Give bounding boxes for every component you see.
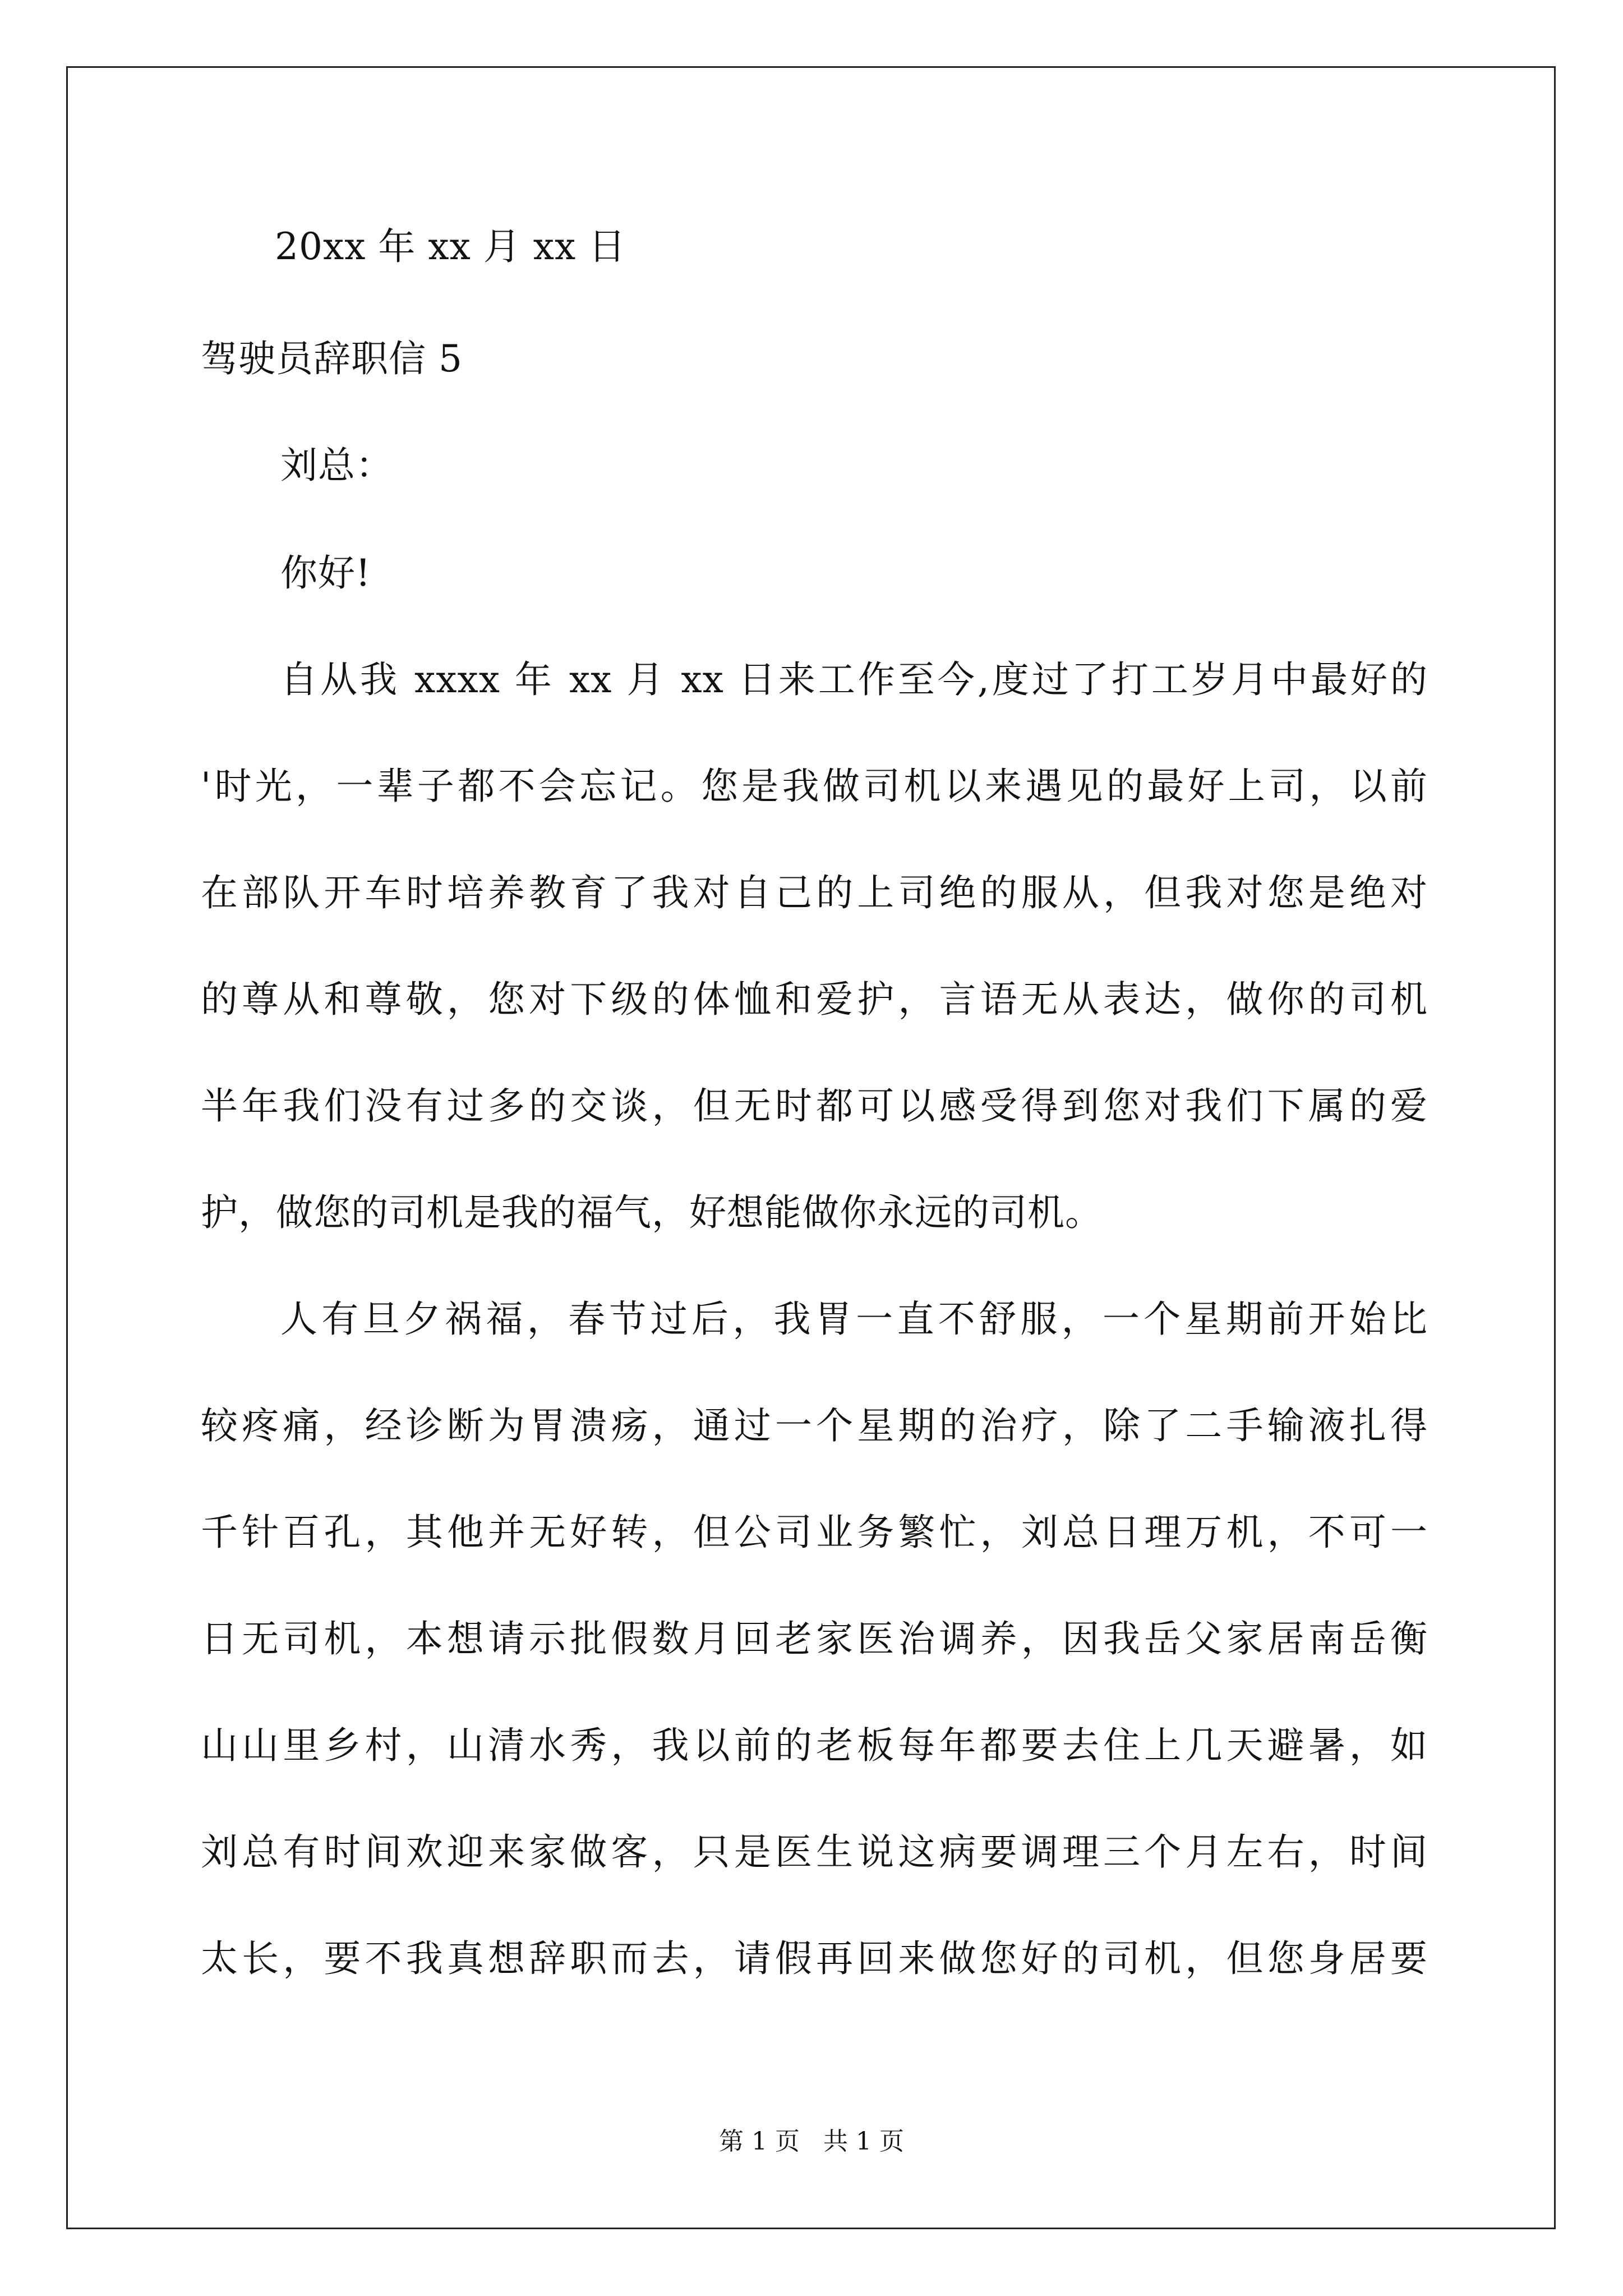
paragraph-2-line-6: 刘总有时间欢迎来家做客，只是医生说这病要调理三个月左右，时间	[201, 1830, 1428, 1874]
paragraph-1-line-1: 自从我 xxxx 年 xx 月 xx 日来工作至今,度过了打工岁月中最好的	[280, 658, 1428, 701]
date-line: 20xx 年 xx 月 xx 日	[275, 225, 626, 268]
paragraph-1-line-3: 在部队开车时培养教育了我对自己的上司绝的服从，但我对您是绝对	[201, 871, 1428, 914]
paragraph-1-line-6: 护，做您的司机是我的福气，好想能做你永远的司机。	[201, 1191, 1103, 1234]
paragraph-2-line-5: 山山里乡村，山清水秀，我以前的老板每年都要去住上几天避暑，如	[201, 1724, 1428, 1767]
salutation: 刘总：	[280, 444, 393, 487]
paragraph-1-line-4: 的尊从和尊敬，您对下级的体恤和爱护，言语无从表达，做你的司机	[201, 978, 1428, 1021]
paragraph-2-line-4: 日无司机，本想请示批假数月回老家医治调养，因我岳父家居南岳衡	[201, 1617, 1428, 1660]
paragraph-1-line-2: '时光，一辈子都不会忘记。您是我做司机以来遇见的最好上司，以前	[201, 765, 1428, 808]
paragraph-2-line-1: 人有旦夕祸福，春节过后，我胃一直不舒服，一个星期前开始比	[280, 1297, 1428, 1341]
paragraph-2-line-3: 千针百孔，其他并无好转，但公司业务繁忙，刘总日理万机，不可一	[201, 1511, 1428, 1554]
page-border	[66, 66, 1556, 2229]
letter-title: 驾驶员辞职信 5	[201, 337, 463, 380]
page-number-footer: 第 1 页 共 1 页	[719, 2127, 904, 2156]
greeting: 你好!	[280, 551, 371, 595]
paragraph-2-line-2: 较疼痛，经诊断为胃溃疡，通过一个星期的治疗，除了二手输液扎得	[201, 1404, 1428, 1447]
paragraph-1-line-5: 半年我们没有过多的交谈，但无时都可以感受得到您对我们下属的爱	[201, 1084, 1428, 1128]
paragraph-2-line-7: 太长，要不我真想辞职而去，请假再回来做您好的司机，但您身居要	[201, 1937, 1428, 1980]
